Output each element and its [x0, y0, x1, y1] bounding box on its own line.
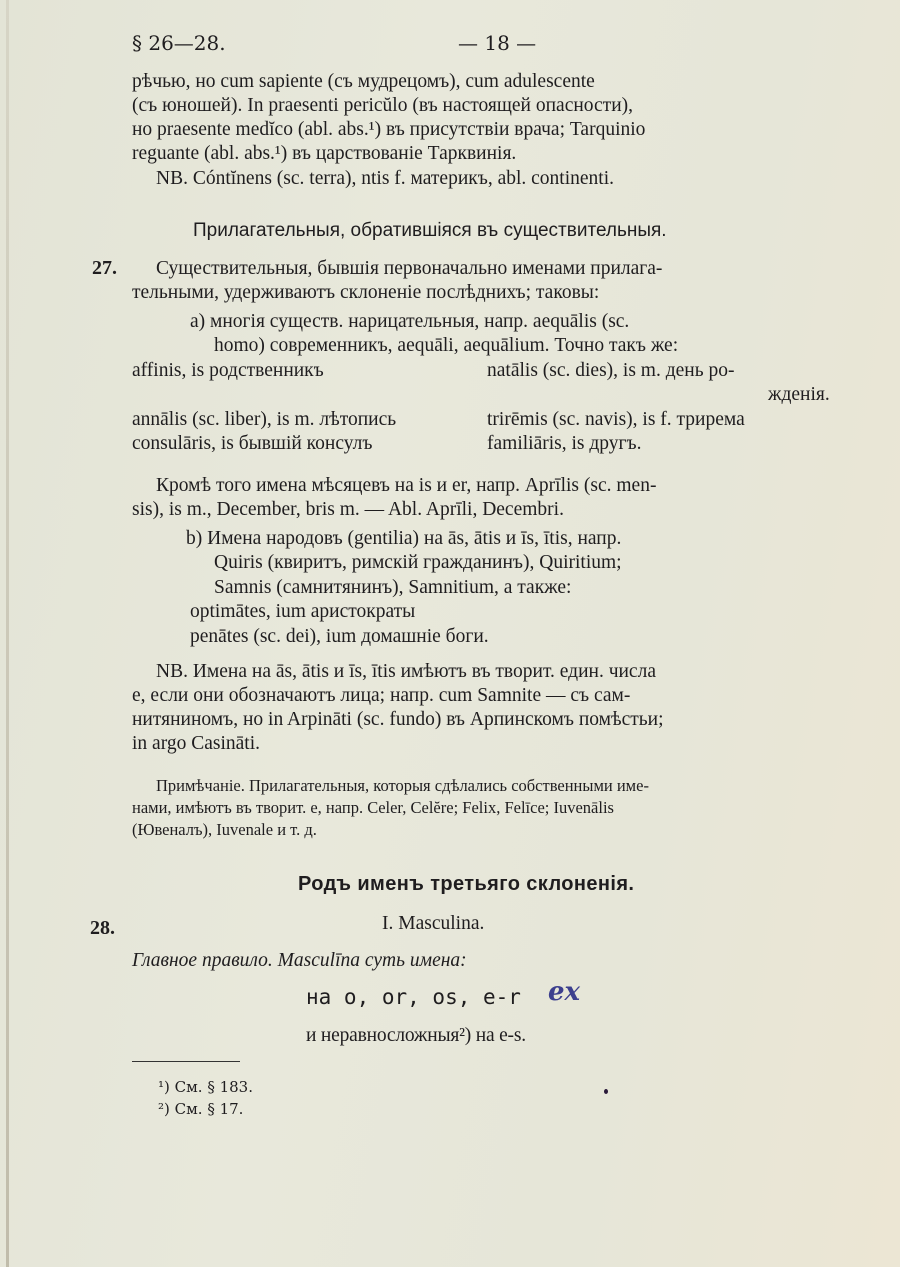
masculina-subheading: I. Masculina.: [382, 913, 485, 934]
s27-line-1: Существительныя, бывшія первоначально именами прилага-: [156, 258, 663, 279]
footnote-divider: [132, 1061, 240, 1062]
months-line-2: sis), is m., December, bris m. — Abl. Aprīli, Decembri.: [132, 499, 564, 520]
intro-line-3: но praesente medĭco (abl. abs.¹) въ присутствіи врача; Tarquinio: [132, 119, 646, 140]
section-heading: Прилагательныя, обратившіяся въ существительныя.: [193, 220, 667, 241]
s27-line-2: тельными, удерживаютъ склоненіе послѣднихъ; таковы:: [132, 282, 600, 303]
page-spine-shadow: [6, 0, 9, 1267]
nb-line-2: e, если они обозначаютъ лица; напр. cum Samnite — съ сам-: [132, 685, 631, 706]
remark-line-1: Примѣчаніе. Прилагательныя, которыя сдѣлались собственными име-: [156, 776, 649, 795]
example-natalis-cont: жденія.: [768, 384, 830, 405]
example-familiaris: familiāris, is другъ.: [487, 433, 642, 454]
endings-line-2: и неравносложныя²) на e-s.: [306, 1025, 526, 1046]
item-b-line-1: b) Имена народовъ (gentilia) на ās, ātis и īs, ītis, напр.: [186, 528, 622, 549]
nb-line-3: нитяниномъ, но in Arpināti (sc. fundo) въ Арпинскомъ помѣстьи;: [132, 709, 664, 730]
footnote-1: ¹) См. § 183.: [158, 1078, 253, 1096]
item-b-optimates: optimātes, ium аристократы: [190, 601, 416, 622]
main-rule-line: Главное правило. Masculīna суть имена:: [132, 950, 467, 971]
section-number-28: 28.: [90, 917, 115, 939]
intro-line-2: (съ юношей). In praesenti pericŭlo (въ настоящей опасности),: [132, 95, 634, 116]
months-line-1: Кромѣ того имена мѣсяцевъ на is и er, напр. Aprīlis (sc. men-: [156, 475, 657, 496]
item-b-line-3: Samnis (самнитянинъ), Samnitium, а также:: [214, 577, 572, 598]
intro-line-4: reguante (abl. abs.¹) въ царствованіе Тарквинія.: [132, 143, 517, 164]
remark-line-2: нами, имѣютъ въ творит. e, напр. Celer, Celĕre; Felix, Felīce; Iuvenālis: [132, 798, 614, 817]
section-number-27: 27.: [92, 257, 117, 279]
nb-line-1: NB. Имена на ās, ātis и īs, ītis имѣютъ въ творит. един. числа: [156, 661, 656, 682]
example-consularis: consulāris, is бывшій консулъ: [132, 433, 373, 454]
section-range-header: § 26—28.: [132, 31, 226, 55]
item-b-penates: penātes (sc. dei), ium домашніе боги.: [190, 626, 489, 647]
item-a-line-1: a) многія существ. нарицательныя, напр. aequālis (sc.: [190, 311, 630, 332]
example-affinis: affinis, is родственникъ: [132, 360, 324, 381]
endings-line: на o, or, os, e-r: [306, 985, 521, 1009]
remark-line-3: (Ювеналъ), Iuvenale и т. д.: [132, 820, 317, 839]
example-natalis: natālis (sc. dies), is m. день ро-: [487, 360, 735, 381]
ink-speck: [604, 1089, 608, 1094]
item-b-line-2: Quiris (квиритъ, римскій гражданинъ), Quiritium;: [214, 552, 622, 573]
declension-heading: Родъ именъ третьяго склоненія.: [298, 873, 635, 895]
nb-line-4: in argo Casināti.: [132, 733, 260, 754]
nb-continens: NB. Cóntĭnens (sc. terra), ntis f. материкъ, abl. continenti.: [156, 168, 614, 189]
handwritten-annotation: ex: [548, 977, 581, 1007]
example-triremis: trirēmis (sc. navis), is f. трирема: [487, 409, 745, 430]
example-annalis: annālis (sc. liber), is m. лѣтопись: [132, 409, 397, 430]
item-a-line-2: homo) современникъ, aequāli, aequālium. Точно такъ же:: [214, 335, 679, 356]
intro-line-1: рѣчью, но cum sapiente (съ мудрецомъ), cum adulescente: [132, 71, 595, 92]
page-number: — 18 —: [458, 31, 537, 55]
footnote-2: ²) См. § 17.: [158, 1100, 244, 1118]
